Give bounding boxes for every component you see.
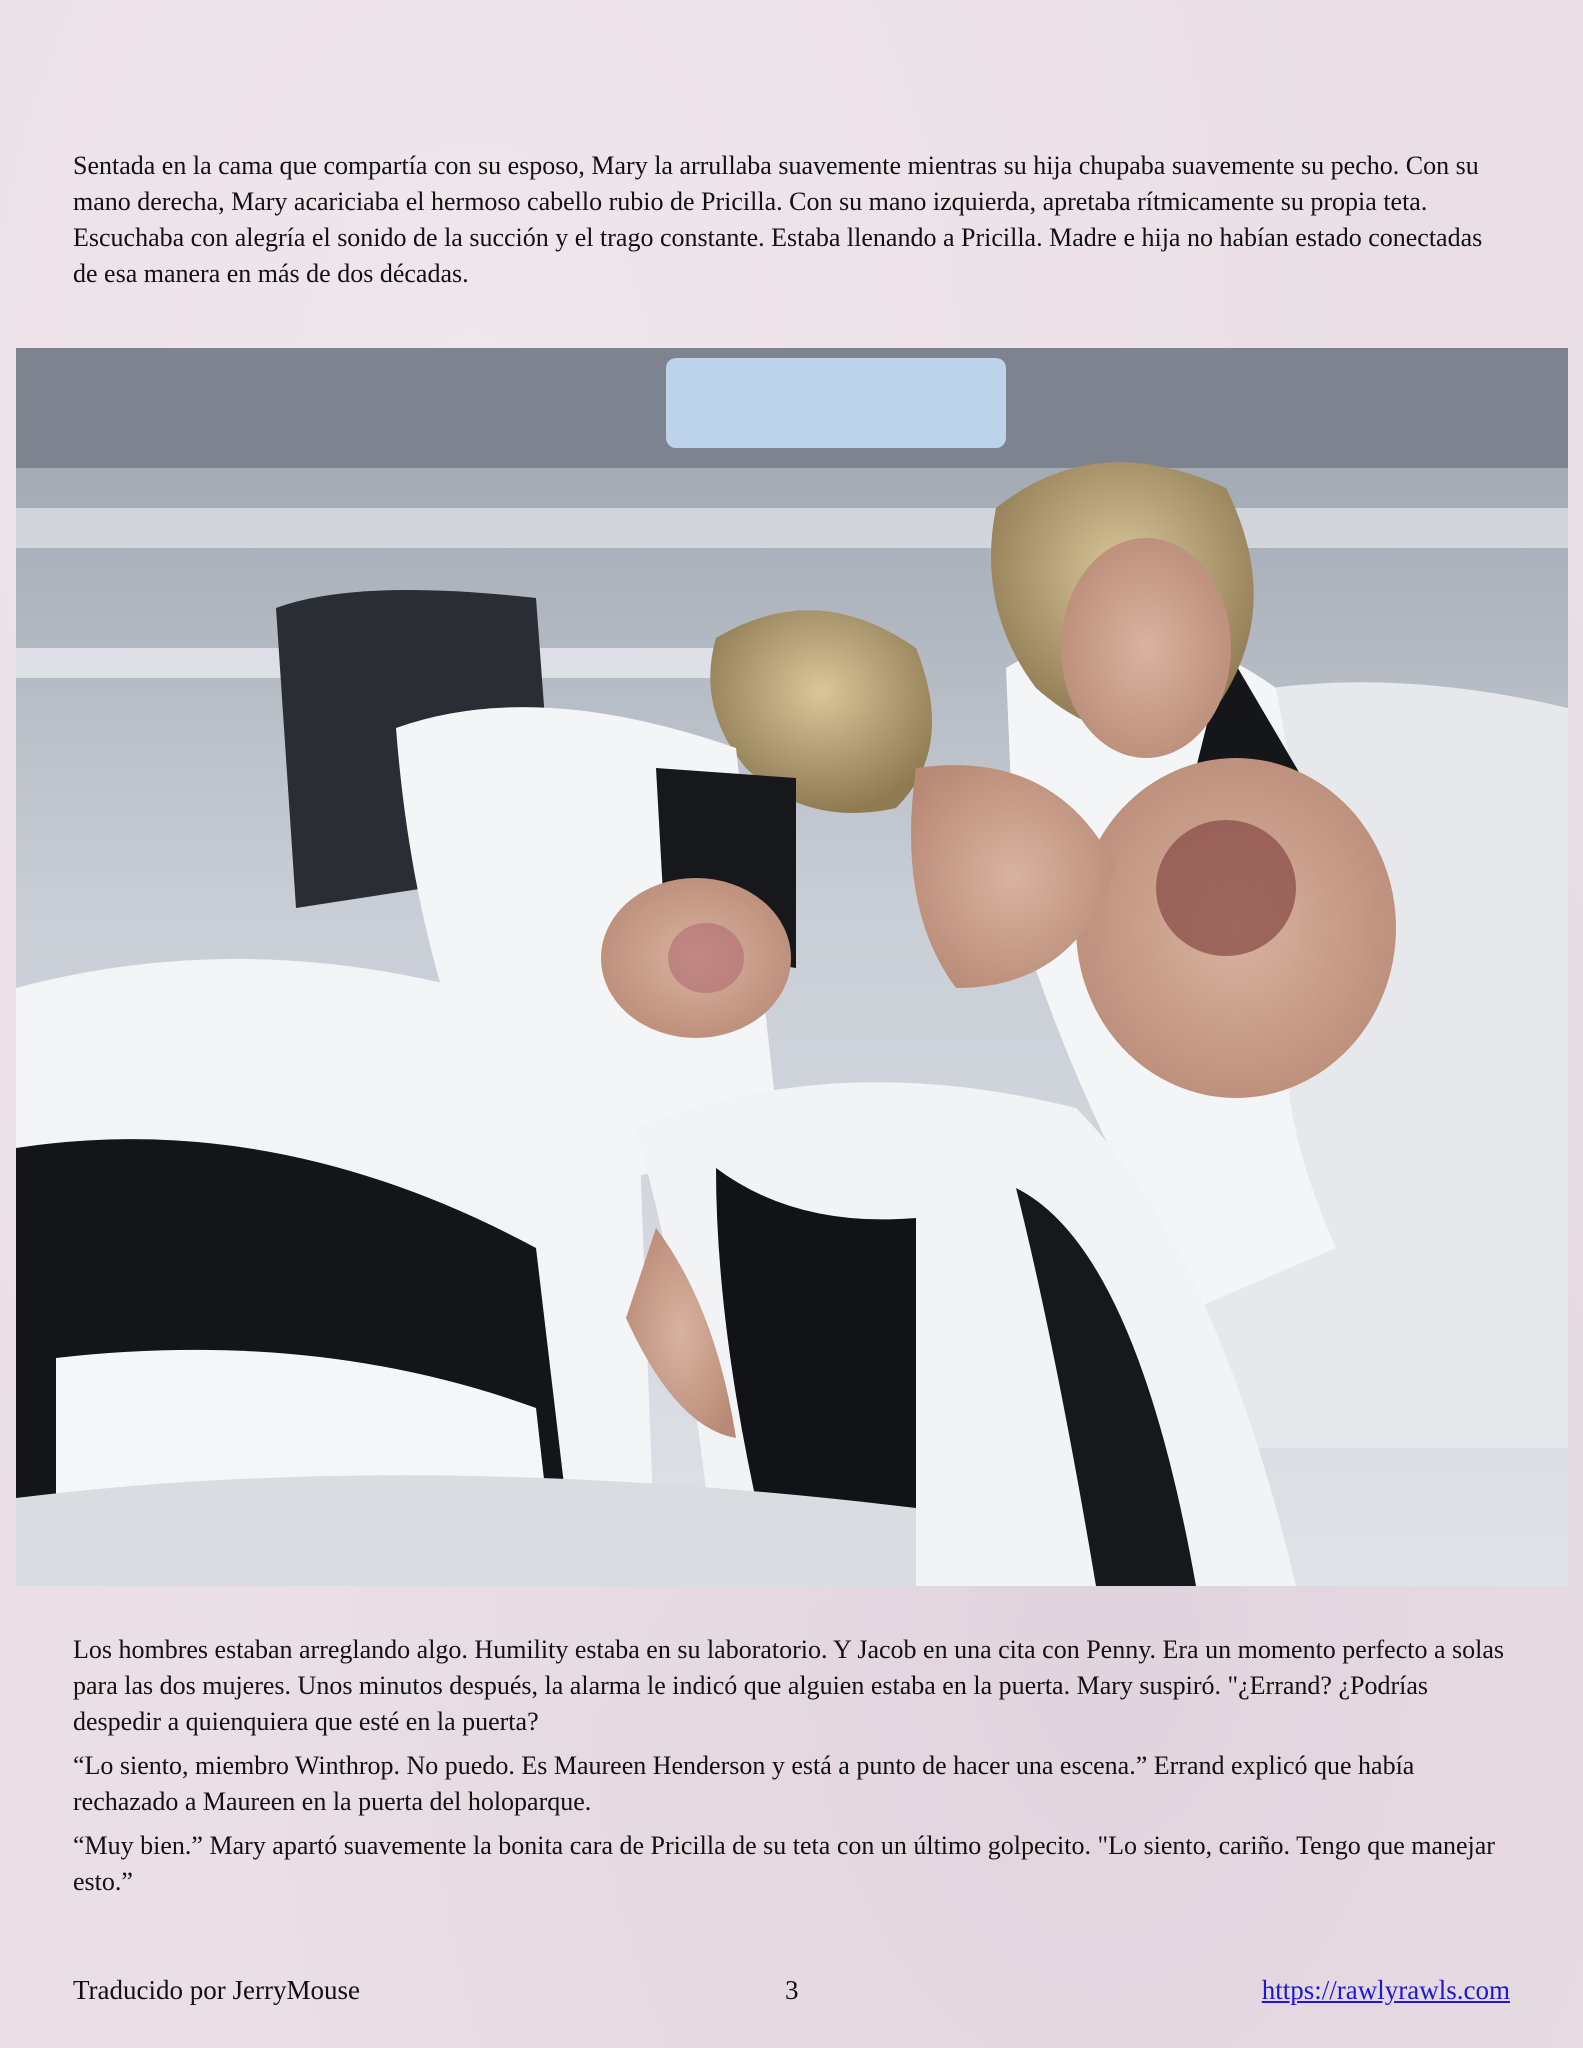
translator-credit: Traducido por JerryMouse [73, 1975, 360, 2005]
page-footer [73, 1970, 1510, 2010]
illustration [16, 348, 1568, 1586]
bottom-text [73, 1632, 1513, 1908]
site-link[interactable]: https://rawlyrawls.com [1261, 1975, 1510, 2005]
illustration-image [16, 348, 1568, 1586]
page-number: 3 [785, 1975, 799, 2005]
bottom-paragraph: Los hombres estaban arreglando algo. Humility estaba en su laboratorio. Y Jacob en una cita con Penny. Era un momento perfecto a solas para las dos mujeres. Unos minutos después, la alarma le indicó que alguien estaba en la puerta. Mary suspiró. "¿Errand? ¿Podrías despedir a quienquiera que esté en la puerta? [73, 1635, 1505, 1736]
top-paragraph: Sentada en la cama que compartía con su esposo, Mary la arrullaba suavemente mientras su hija chupaba suavemente su pecho. Con su mano derecha, Mary acariciaba el hermoso cabello rubio de Pricilla. Con su mano izquierda, apretaba rítmicamente su propia teta. Escuchaba con alegría el sonido de la succión y el trago constante. Estaba llenando a Pricilla. Madre e hija no habían estado conectadas de esa manera en más de dos décadas. [73, 151, 1483, 288]
bottom-paragraph: “Muy bien.” Mary apartó suavemente la bonita cara de Pricilla de su teta con un último golpecito. "Lo siento, cariño. Tengo que manejar esto.” [73, 1831, 1495, 1896]
bottom-paragraph: “Lo siento, miembro Winthrop. No puedo. Es Maureen Henderson y está a punto de hacer una escena.” Errand explicó que había rechazado a Maureen en la puerta del holoparque. [73, 1751, 1415, 1816]
